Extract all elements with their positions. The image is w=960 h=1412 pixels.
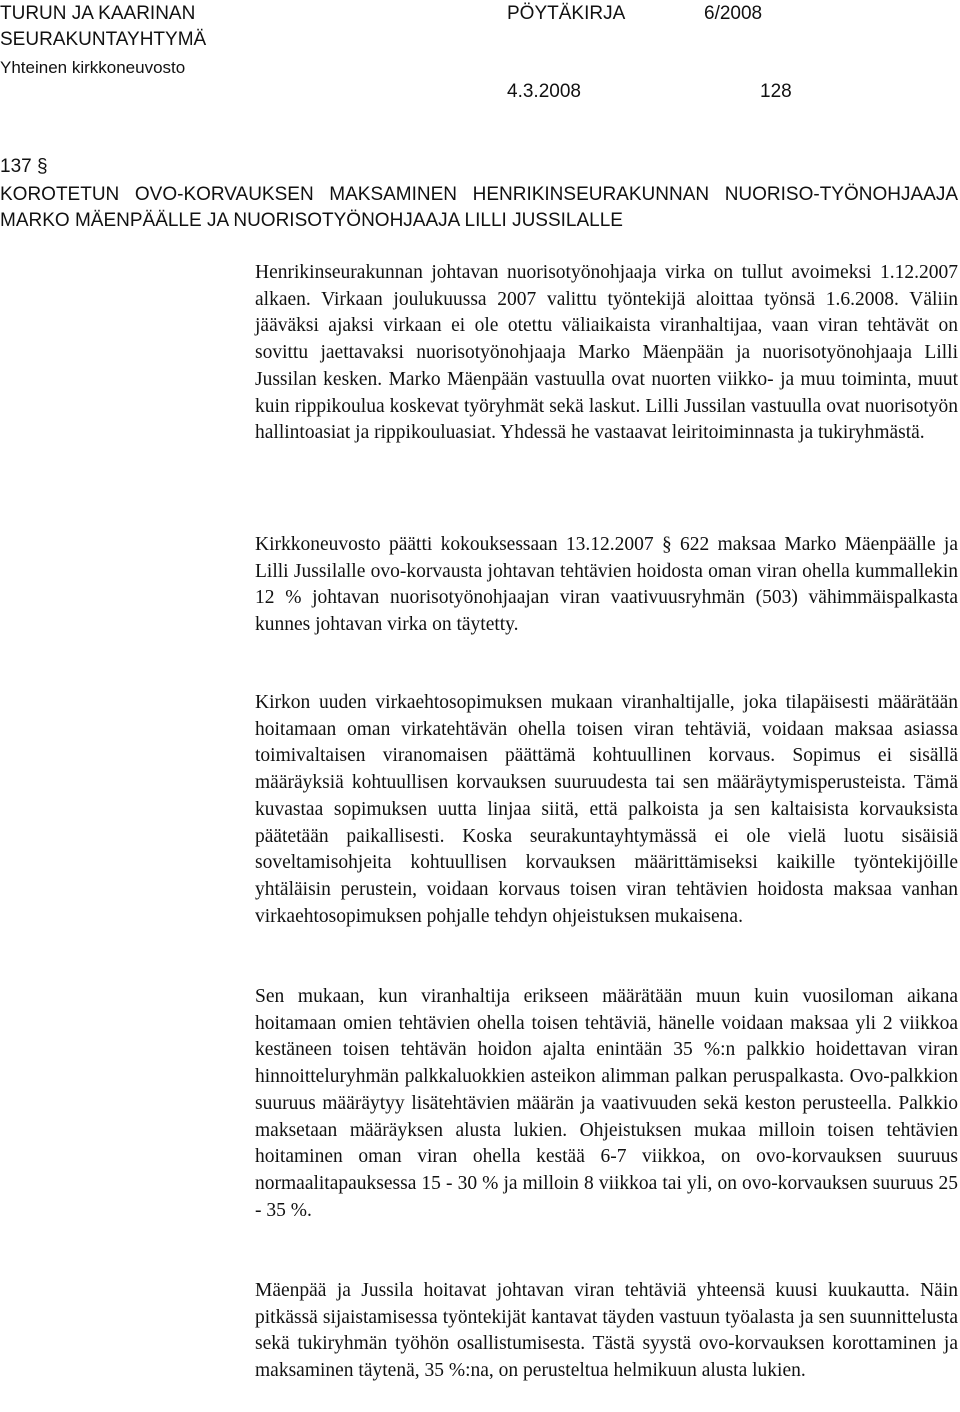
section-number: 137 § bbox=[0, 156, 48, 177]
paragraph-guideline bbox=[255, 984, 958, 1224]
paragraph: Kirkon uuden virkaehtosopimuksen mukaan viranhaltijalle, joka tilapäisesti määrätään hoitamaan oman virkatehtävän ohella toisen viran tehtäviä, voidaan maksaa asiassa toimivaltaisen viranomaisen päättämä kohtuullinen korvaus. Sopimus ei sisällä määräyksiä kohtuullisen korvauksen suuruudesta tai sen määräytymisperusteista. Tämä kuvastaa sopimuksen uutta linjaa siitä, että palkoista ja sen kaltaisista korvauksista päätetään paikallisesti. Koska seurakuntayhtymässä ei ole vielä luotu sisäisiä soveltamisohjeita kohtuullisen korvauksen määrittämiseksi kaikille työntekijöille yhtäläisin perustein, voidaan korvaus toisen viran tehtävien hoidosta maksaa vanhan virkaehtosopimuksen pohjalle tehdyn ohjeistuksen mukaisena. bbox=[255, 692, 958, 927]
paragraph-collective-agreement bbox=[255, 690, 958, 930]
paragraph: Kirkkoneuvosto päätti kokouksessaan 13.12.2007 § 622 maksaa Marko Mäenpäälle ja Lilli Jussilalle ovo-korvausta johtavan tehtävien hoidosta oman viran ohella kummallekin 12 % johtavan nuorisotyönohjaajan viran vaativuusryhmän (503) vähimmäispalkasta kunnes johtavan virka on täytetty. bbox=[255, 534, 958, 636]
header-body-name: Yhteinen kirkkoneuvosto bbox=[0, 58, 186, 77]
paragraph: Sen mukaan, kun viranhaltija erikseen määrätään muun kuin vuosiloman aikana hoitamaan omien tehtävien ohella toisen tehtäviä, hänelle voidaan maksaa yli 2 viikkoa kestäneen toisen tehtävän hoidon ajalta enintään 35 %:n palkkio hoidettavan viran hinnoitteluryhmän palkkaluokkien asteikon alimman palkan peruspalkasta. Ovo-palkkion suuruus määräytyy lisätehtävien määrän ja vaativuuden sekä keston perusteella. Palkkio maksetaan määräyksen alusta lukien. Ohjeistuksen mukaa milloin toisen tehtävien hoitaminen oman viran ohella kestää 6-7 viikkoa, on ovo-korvauksen suuruus normaalitapauksessa 15 - 30 % ja milloin 8 viikkoa tai yli, on ovo-korvauksen suuruus 25 - 35 %. bbox=[255, 986, 958, 1221]
paragraph-justification bbox=[255, 1278, 958, 1385]
paragraph-background bbox=[255, 260, 958, 447]
header-date: 4.3.2008 bbox=[507, 81, 581, 102]
paragraph: Henrikinseurakunnan johtavan nuorisotyönohjaaja virka on tullut avoimeksi 1.12.2007 alkaen. Virkaan joulukuussa 2007 valittu työntekijä aloittaa työnsä 1.6.2008. Väliin jääväksi ajaksi virkaan ei ole otettu väliaikaista viranhaltijaa, vaan viran tehtävät on sovittu jaettavaksi nuorisotyönohjaaja Marko Mäenpään ja nuorisotyönohjaaja Lilli Jussilan kesken. Marko Mäenpään vastuulla ovat nuorten viikko- ja muu toiminta, muut kuin rippikoulua koskevat työryhmät sekä laskut. Lilli Jussilan vastuulla ovat nuorisotyön hallintoasiat ja rippikouluasiat. Yhdessä he vastaavat leiritoiminnasta ja tukiryhmästä. bbox=[255, 262, 958, 444]
header-page-number: 128 bbox=[760, 81, 792, 102]
header-org-name: TURUN JA KAARINAN bbox=[0, 3, 196, 24]
paragraph: Mäenpää ja Jussila hoitavat johtavan viran tehtäviä yhteensä kuusi kuukautta. Näin pitkässä sijaistamisessa työntekijät kantavat täyden vastuun työalasta ja sen suunnittelusta sekä tukiryhmän työhön osallistumisesta. Tästä syystä ovo-korvauksen korottaminen ja maksaminen täytenä, 35 %:na, on perusteltua helmikuun alusta lukien. bbox=[255, 1280, 958, 1382]
header-org-subname: SEURAKUNTAYHTYMÄ bbox=[0, 29, 207, 50]
header-doc-type: PÖYTÄKIRJA bbox=[507, 3, 626, 24]
paragraph-previous-decision bbox=[255, 532, 958, 639]
section-title: KOROTETUN OVO-KORVAUKSEN MAKSAMINEN HENRIKINSEURAKUNNAN NUORISO-TYÖNOHJAAJA MARKO MÄENPÄÄLLE JA NUORISOTYÖNOHJAAJA LILLI JUSSILALLE bbox=[0, 184, 958, 231]
header-doc-number: 6/2008 bbox=[704, 3, 763, 24]
